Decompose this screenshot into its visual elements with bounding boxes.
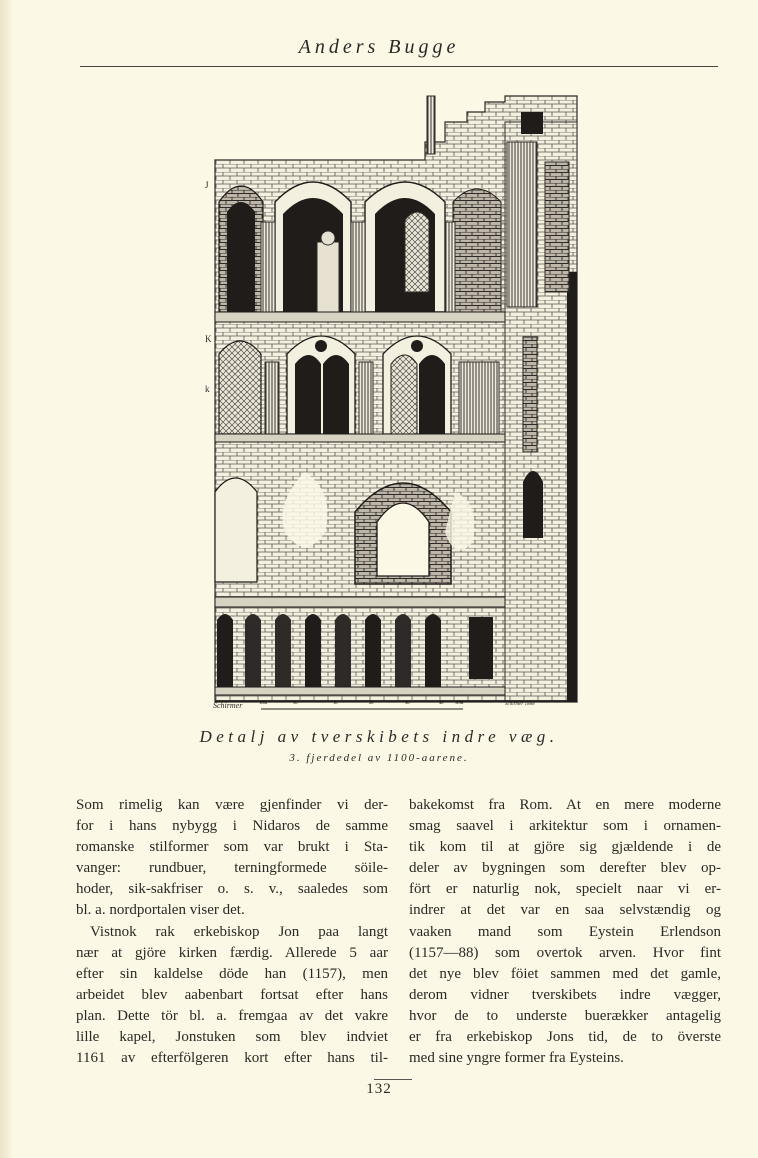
text-line: bakekomst fra Rom. At en mere moderne	[409, 797, 721, 813]
running-head: Anders Bugge	[298, 36, 460, 58]
scale-label: 20	[369, 700, 374, 705]
text-line: tik kom til at gjöre sig gjældende i de	[409, 839, 721, 856]
text-line: hoder, sik-sakfriser o. s. v., saaledes som	[76, 881, 388, 898]
section-opening-top	[521, 112, 543, 134]
text-line: lille kapel, Jonstuken som blev indviet	[76, 1029, 388, 1046]
section-cut-shadow	[567, 272, 577, 702]
text-column-right	[409, 795, 721, 1069]
text-line: derom vidner tverskibets indre vægger,	[409, 986, 721, 1003]
text-line: deler av bygningen som derefter blev op-	[409, 860, 721, 877]
scale-label: 10	[333, 700, 338, 705]
row-marker-j: J	[205, 180, 209, 190]
upper-pier	[427, 96, 435, 154]
figure-subcaption: 3. fjerdedel av 1100-aarene.	[289, 752, 469, 764]
text-line: hvor de to underste buerækker antagelig	[409, 1007, 721, 1024]
text-line: vanger: rundbuer, terningformede söile-	[76, 860, 388, 877]
artist-signature-right: Schirmer 1888	[505, 702, 535, 707]
scale-label: 50M	[455, 700, 464, 705]
figure-caption: Detalj av tverskibets indre væg.	[199, 727, 559, 746]
text-line: smag saavel i arkitektur som i ornamen-	[409, 818, 721, 835]
artist-signature-left: Schirmer	[213, 701, 243, 710]
scale-label: 30	[405, 700, 410, 705]
page-number-rule	[374, 1079, 412, 1080]
text-line: for i hans nybygg i Nidaros de samme	[76, 818, 388, 835]
row-marker-k: K	[205, 334, 212, 344]
statue	[317, 242, 339, 312]
header-rule	[80, 66, 718, 67]
architectural-drawing	[205, 92, 595, 712]
text-line: 1161 av efterfölgeren kort efter hans til-	[76, 1050, 388, 1067]
section-column-group	[507, 142, 537, 307]
text-line: Vistnok rak erkebiskop Jon paa langt	[90, 923, 388, 940]
text-line: er fra erkebiskop Jons tid, de to överste	[409, 1029, 721, 1046]
section-buttress	[545, 162, 569, 292]
scale-label: 50	[293, 700, 298, 705]
transept-wall-engraving	[205, 92, 595, 712]
page-edge-shadow	[0, 0, 14, 1158]
text-line: plan. Dette tör bl. a. fremgaa av det vakre	[76, 1007, 388, 1024]
text-line: bl. a. nordportalen viser det.	[76, 902, 245, 919]
text-line: arbeidet blev aabenbart fortsat efter hans	[76, 986, 388, 1003]
page-number: 132	[366, 1081, 392, 1097]
text-line: efter sin kaldelse döde han (1157), men	[76, 965, 388, 982]
row-marker-k-small: k	[205, 384, 210, 394]
text-line: vaaken mand som Eystein Erlendson	[409, 923, 721, 940]
text-line: Som rimelig kan være gjenfinder vi der-	[76, 797, 388, 813]
text-column-left	[76, 795, 388, 1069]
section-shaft	[523, 337, 537, 452]
text-line: (1157—88) som overtok arven. Hvor fint	[409, 944, 721, 961]
text-line: med sine yngre former fra Eysteins.	[409, 1050, 624, 1067]
scale-label: 40	[439, 700, 444, 705]
text-line: nær at gjöre kirken færdig. Allerede 5 aar	[76, 944, 388, 961]
text-line: det nye blev föiet sammen med det gamle,	[409, 965, 721, 982]
text-line: indrer at det var en saa selvstændig og	[409, 902, 721, 919]
text-line: romanske stilformer som var brukt i Sta-	[76, 839, 388, 856]
text-line: fört er naturlig nok, specielt naar vi er-	[409, 881, 721, 898]
section-window	[523, 471, 543, 538]
scale-label: 10m	[259, 700, 268, 705]
